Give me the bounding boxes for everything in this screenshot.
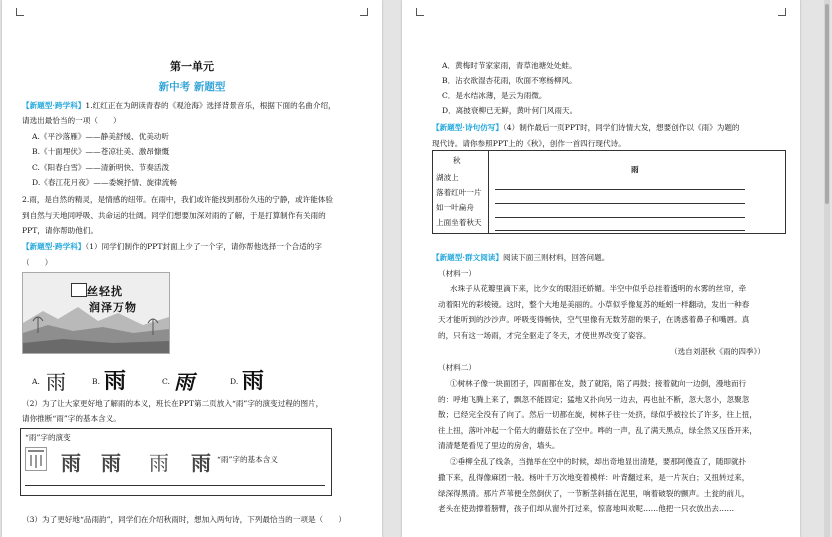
oracle-glyph-svg <box>26 448 46 470</box>
cover-text-2: 润泽万物 <box>89 301 137 314</box>
material-1-line-2: 动着阳光的彩棱镜。这时，整个大地是美丽的。小草似乎像复苏的蚯蚓一样翻动，发出一种春 <box>438 300 750 309</box>
section-title: 新中考 新题型 <box>158 81 226 93</box>
evolution-box-title: “雨”字的演变 <box>25 433 71 442</box>
glyph-option-b-label: B. <box>92 377 100 386</box>
glyph-option-c-label: C. <box>162 377 170 386</box>
ppt-cover-image <box>22 272 170 354</box>
corner-mark <box>416 8 424 16</box>
material-1-line-4: 的，只有这一场雨，才完全驱走了冬天，才使世界改变了姿容。 <box>438 331 651 340</box>
poem-title: 秋 <box>453 156 461 165</box>
poem-answer-line-3[interactable] <box>495 217 745 218</box>
q2-1-stem-2: （ ） <box>22 258 53 267</box>
q2-3-option-b: B．沾衣欲湿杏花雨，吹面不寒杨柳风。 <box>442 76 577 85</box>
material-2-line-1: ①树林子像一块面团子，四面都在发，鼓了就陷，陷了再鼓；接着就向一边倒，漫地而行 <box>450 379 747 388</box>
q1-tag: 【新题型·跨学科】 <box>22 101 86 110</box>
cover-text-1: 丝轻扰 <box>87 285 123 298</box>
material-2-line-3: 散；已经完全没有了向了。然后一切都在旋，树林子往一处挤，绿似乎被拉长了许多，往上扭， <box>438 410 757 419</box>
q2-stem-2: 到自然与天地同呼吸、共命运的壮阔。同学们想要加深对雨的了解，于是打算制作有关雨的 <box>22 211 326 220</box>
poem-table <box>432 150 786 234</box>
q1-option-a: A.《平沙落雁》——静美舒缓、优美动听 <box>32 132 169 141</box>
material-1-label: （材料一） <box>438 269 476 278</box>
material-1-line-1: 水珠子从花瓣里滴下来，比少女的眼泪还娇媚。半空中似乎总挂着透明的水雾的丝帘，牵 <box>450 284 747 293</box>
q1-stem <box>22 100 336 111</box>
q3-stem-text: 阅读下面三则材料，回答问题。 <box>503 253 610 262</box>
oracle-glyph-icon <box>25 447 47 471</box>
unit-title: 第一单元 <box>170 60 214 73</box>
q2-4-stem-text: （4）制作最后一页PPT时，同学们诗情大发，想要创作以《雨》为题的 <box>503 123 740 132</box>
q2-3-option-d: D．离披衰柳已无鲜，黄叶何门风雨天。 <box>442 106 578 115</box>
vertical-scrollbar[interactable] <box>824 0 830 537</box>
evolution-box <box>20 428 332 496</box>
evolution-glyph-2: 雨 <box>101 451 121 475</box>
material-1-line-3: 天才能听到的沙沙声。呼吸变得畅快，空气里像有无数芳甜的果子，在诱惑着鼻子和嘴唇。真 <box>438 315 750 324</box>
poem-line-4: 上面坐着秋天 <box>436 218 482 227</box>
right-page <box>402 0 800 537</box>
evolution-glyph-3: 雨 <box>149 451 169 475</box>
q2-stem-1: 2.雨，是自然的精灵，是情感的纽带。在雨中，我们或许能找到那份久违的宁静，或许能体验 <box>22 195 333 204</box>
q1-stem-text: 1.红红正在为朗读青春的《观沧海》选择背景音乐，根据下面的名曲介绍， <box>85 101 336 110</box>
poem-line-2: 落着红叶一片 <box>436 188 482 197</box>
q1-option-b: B.《十面埋伏》——苍凉壮美、激昂慷慨 <box>32 147 170 156</box>
material-2-line-7: 撒下来，乱得像麻团一般。杨叶千万次地变着模样：叶背翻过来，是一片灰白；又扭转过来， <box>438 473 750 482</box>
material-2-line-8: 绿深得黑清。那片芦苇便全然倒伏了，一节断茎斜插在泥里，响着破裂的颤声。土瓮的前儿， <box>438 489 750 498</box>
material-2-label: （材料二） <box>438 363 476 372</box>
glyph-option-b: 雨 <box>104 368 127 394</box>
q2-2-stem-2: 请你推断“雨”字的基本含义。 <box>22 414 121 423</box>
q2-4-stem <box>432 122 740 133</box>
evolution-glyph-1: 雨 <box>61 451 81 475</box>
q2-4-tag: 【新题型·诗句仿写】 <box>432 123 503 132</box>
poem-line-3: 如一叶扁舟 <box>436 203 474 212</box>
glyph-option-a-label: A. <box>32 377 40 386</box>
q2-1-stem <box>22 241 322 252</box>
glyph-option-a: 雨 <box>46 370 66 394</box>
q2-3-option-a: A．黄梅时节家家雨，青草池塘处处蛙。 <box>442 61 577 70</box>
q1-option-d: D.《春江花月夜》——委婉抒情、旋律流畅 <box>32 178 177 187</box>
material-2-line-5: 清清楚楚看见了里边的房舍，墙头。 <box>438 441 560 450</box>
poem-line-1: 湖波上 <box>436 173 459 182</box>
glyph-option-d-label: D. <box>230 377 239 386</box>
q2-1-tag: 【新题型·跨学科】 <box>22 242 86 251</box>
corner-mark <box>16 8 24 16</box>
glyph-option-d: 雨 <box>242 368 265 394</box>
corner-mark <box>360 8 368 16</box>
q3-stem <box>432 252 609 263</box>
q2-stem-3: PPT，请你帮助他们。 <box>22 226 99 235</box>
evolution-box-label: “雨”字的基本含义 <box>217 455 278 464</box>
material-1-source: （选自刘湛秋《雨的四季》） <box>670 347 765 356</box>
q2-3-option-c: C．是水结冰薄，是云为雨微。 <box>442 91 547 100</box>
material-2-line-4: 往上扭，落叶冲起一个偌大的蘑菇长在了空中。哗的一声，乱了满天黑点，绿全然又压昏开来， <box>438 426 757 435</box>
q2-2-stem-1: （2）为了让大家更好地了解雨的本义，班长在PPT第二页放入“雨”字的演变过程的图片， <box>22 399 324 408</box>
poem-answer-line-1[interactable] <box>495 189 745 190</box>
missing-char-box <box>71 283 87 297</box>
scrollbar-thumb[interactable] <box>825 4 829 204</box>
poem-answer-line-4[interactable] <box>495 230 745 231</box>
glyph-option-c: 雨 <box>174 370 194 394</box>
q1-stem-2: 请选出最恰当的一项（ ） <box>22 116 121 125</box>
evolution-glyph-4: 雨 <box>191 451 211 475</box>
q2-4-stem-2: 现代诗。请你参照PPT上的《秋》，创作一首四行现代诗。 <box>432 139 626 148</box>
corner-mark <box>778 8 786 16</box>
q3-tag: 【新题型·群文阅读】 <box>432 253 503 262</box>
material-2-line-6: ②垂柳全乱了线条，当抛举在空中的时候，却出奇地显出清楚，要那阿傻直了，随即就扑 <box>450 457 747 466</box>
q1-option-c: C.《阳春白雪》——清新明快、节奏活泼 <box>32 163 170 172</box>
q2-1-stem-text: （1）同学们制作的PPT封面上少了一个字，请你帮他选择一个合适的字 <box>85 242 322 251</box>
answer-line[interactable] <box>25 485 325 486</box>
poem-answer-title: 雨 <box>631 165 639 174</box>
material-2-line-2: 的：呼地飞腾上来了，飘忽不能固定；猛地又扑向另一边去，再也扯不断，忽大忽小，忽聚忽 <box>438 395 750 404</box>
poem-table-divider <box>488 151 489 233</box>
left-page <box>2 0 382 537</box>
poem-answer-line-2[interactable] <box>495 203 745 204</box>
q2-3-stem: （3）为了更好地“品雨韵”，同学们在介绍秋雨时，想加入两句诗，下列最恰当的一项是（ ） <box>22 515 346 524</box>
material-2-line-9: 老头在使劲撑着膀臂，孩子们却从窗外打过来，惊喜地叫欢呢……他把一只衣放出去…… <box>438 504 735 513</box>
